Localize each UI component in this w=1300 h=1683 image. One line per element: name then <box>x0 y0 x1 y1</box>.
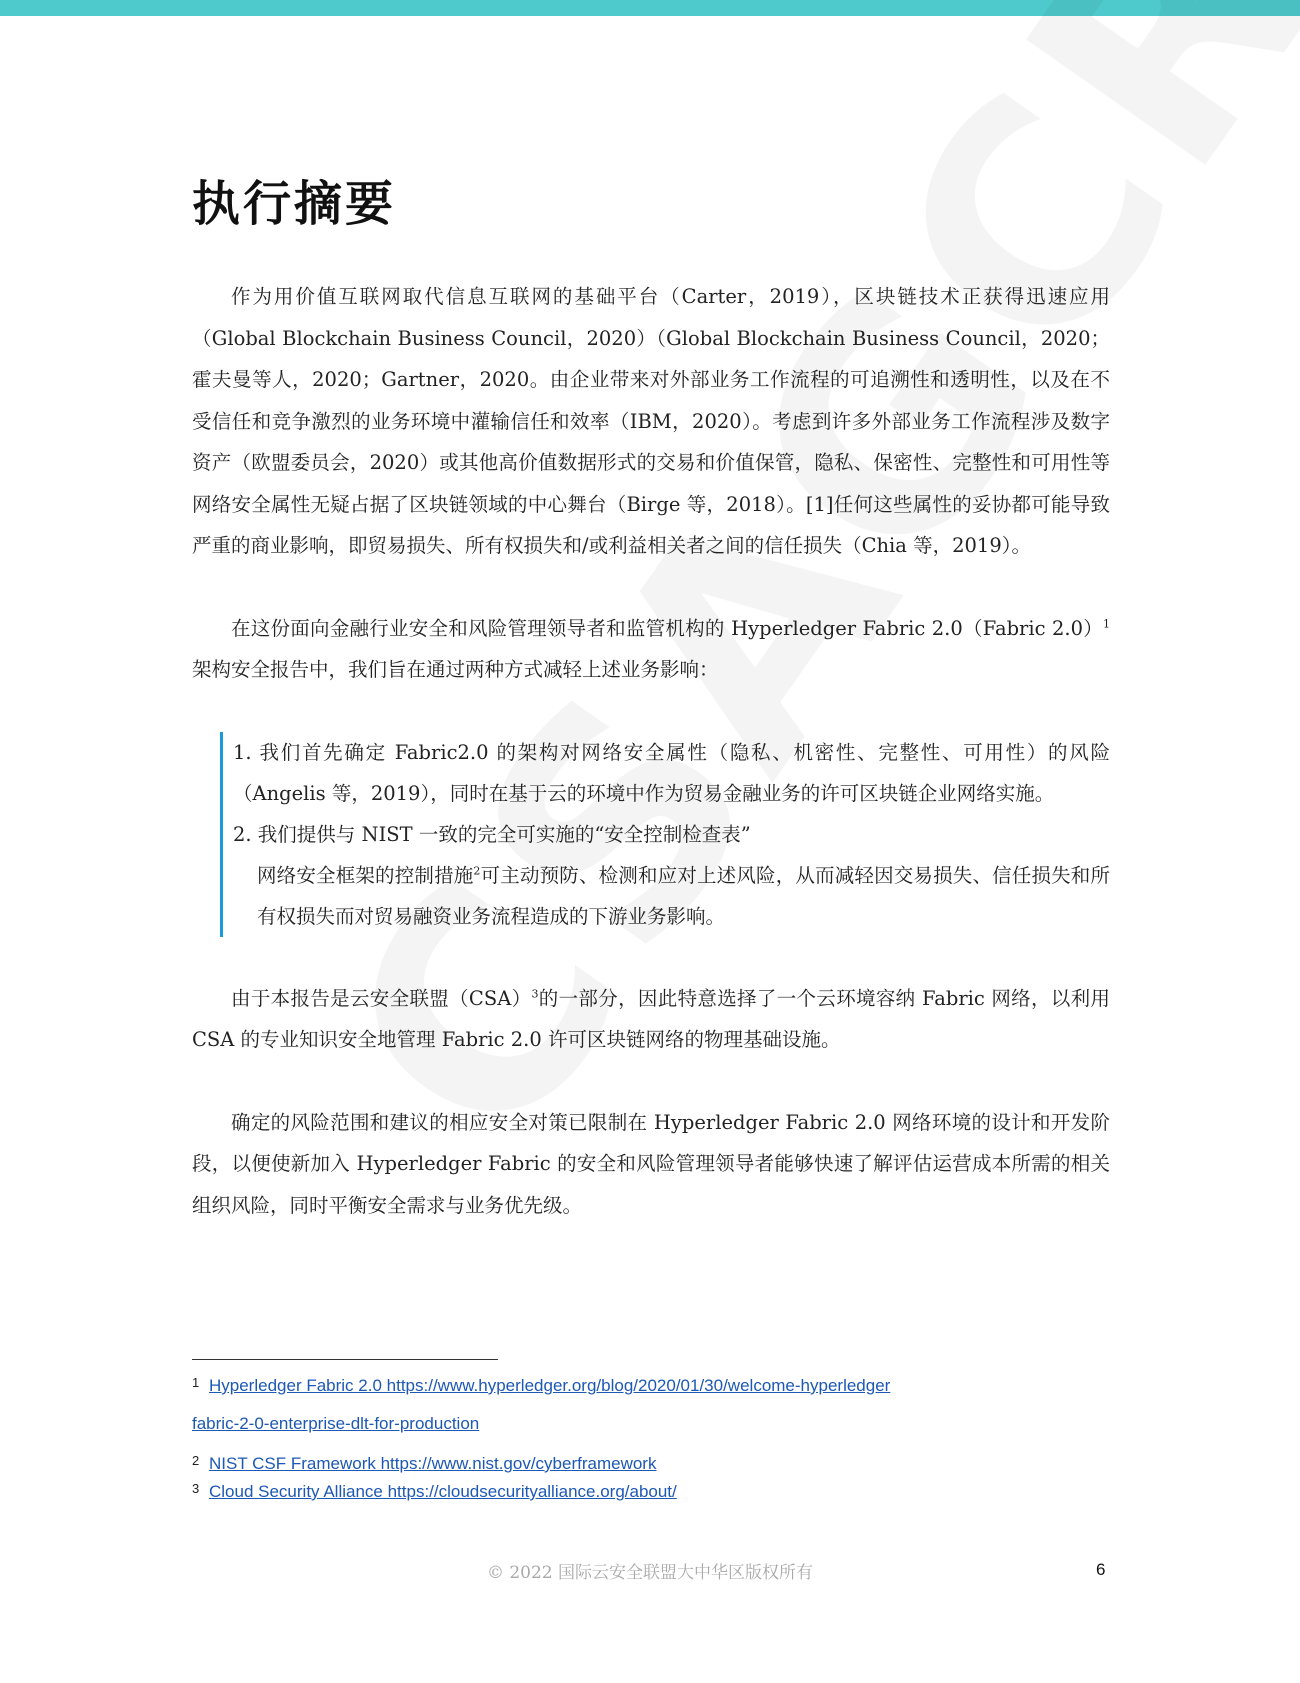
footnote-ref-1[interactable]: 1 <box>1103 617 1110 630</box>
footnotes <box>192 1376 1092 1502</box>
footnote-2 <box>192 1454 1092 1482</box>
paragraph-4: 确定的风险范围和建议的相应安全对策已限制在 Hyperledger Fabric 2.0 网络环境的设计和开发阶段，以便使新加入 Hyperledger Fabric 的安全和风险管理领导者能够快速了解评估运营成本所需的相关组织风险，同时平衡安全需求与业务优先级。 <box>192 1110 1110 1217</box>
list-item-2-body <box>233 855 1110 937</box>
footnote-1-link-cont[interactable]: fabric-2-0-enterprise-dlt-for-production <box>192 1414 480 1433</box>
paragraph-3-text-b: 的一部分，因此特意选择了一个云环境容纳 Fabric 网络，以利用 CSA 的专业知识安全地管理 Fabric 2.0 许可区块链网络的物理基础设施。 <box>192 986 1110 1051</box>
footnote-3-link[interactable]: Cloud Security Alliance https://cloudsecurityalliance.org/about/ <box>209 1482 677 1501</box>
numbered-list-block <box>220 732 1110 937</box>
paragraph-3 <box>192 978 1110 1061</box>
footnote-3 <box>192 1482 1092 1502</box>
paragraph-2-text-b: 架构安全报告中，我们旨在通过两种方式减轻上述业务影响： <box>192 658 719 681</box>
footnote-1-link[interactable]: Hyperledger Fabric 2.0 https://www.hyperledger.org/blog/2020/01/30/welcome-hyperledger <box>209 1376 891 1395</box>
list-item-2-head: 2. 我们提供与 NIST 一致的完全可实施的“安全控制检查表” <box>233 822 751 846</box>
footnote-1-continuation <box>192 1414 1092 1454</box>
paragraph-2 <box>192 608 1110 691</box>
page-title: 执行摘要 <box>192 176 397 232</box>
paragraph-2-text-a: 在这份面向金融行业安全和风险管理领导者和监管机构的 Hyperledger Fabric 2.0（Fabric 2.0） <box>231 616 1103 640</box>
footnote-1 <box>192 1376 1092 1414</box>
main-content <box>192 165 1110 1267</box>
footnote-3-number: 3 <box>192 1481 200 1496</box>
footnote-ref-2[interactable]: 2 <box>473 864 481 877</box>
footnote-divider <box>192 1359 498 1360</box>
footnote-1-number: 1 <box>192 1375 200 1390</box>
paragraph-1: 作为用价值互联网取代信息互联网的基础平台（Carter，2019），区块链技术正获得迅速应用（Global Blockchain Business Council，2020）（Global Blockchain Business Council，2020；霍夫曼等人，2020；Gartner，2020。由企业带来对外部业务工作流程的可追溯性和透明性，以及在不受信任和竞争激烈的业务环境中灌输信任和效率（IBM，2020）。考虑到许多外部业务工作流程涉及数字资产（欧盟委员会，2020）或其他高价值数据形式的交易和价值保管，隐私、保密性、完整性和可用性等网络安全属性无疑占据了区块链领域的中心舞台（Birge 等，2018）。[1]任何这些属性的妥协都可能导致严重的商业影响，即贸易损失、所有权损失和/或利益相关者之间的信任损失（Chia 等，2019）。 <box>192 285 1110 557</box>
list-item-2-text-b: 可主动预防、检测和应对上述风险，从而减轻因交易损失、信任损失和所有权损失而对贸易融资业务流程造成的下游业务影响。 <box>257 863 1110 928</box>
footnote-ref-3[interactable]: 3 <box>531 987 539 1000</box>
page-number: 6 <box>1096 1560 1106 1579</box>
footnote-2-link[interactable]: NIST CSF Framework https://www.nist.gov/cyberframework <box>209 1454 657 1473</box>
paragraph-3-text-a: 由于本报告是云安全联盟（CSA） <box>231 986 532 1010</box>
footnote-2-number: 2 <box>192 1453 200 1468</box>
list-item-2-text-a: 网络安全框架的控制措施 <box>257 863 474 887</box>
footer-copyright: © 2022 国际云安全联盟大中华区版权所有 <box>486 1563 814 1583</box>
list-item-1: 1. 我们首先确定 Fabric2.0 的架构对网络安全属性（隐私、机密性、完整性、可用性）的风险（Angelis 等，2019），同时在基于云的环境中作为贸易金融业务的许可区块链企业网络实施。 <box>233 740 1110 805</box>
